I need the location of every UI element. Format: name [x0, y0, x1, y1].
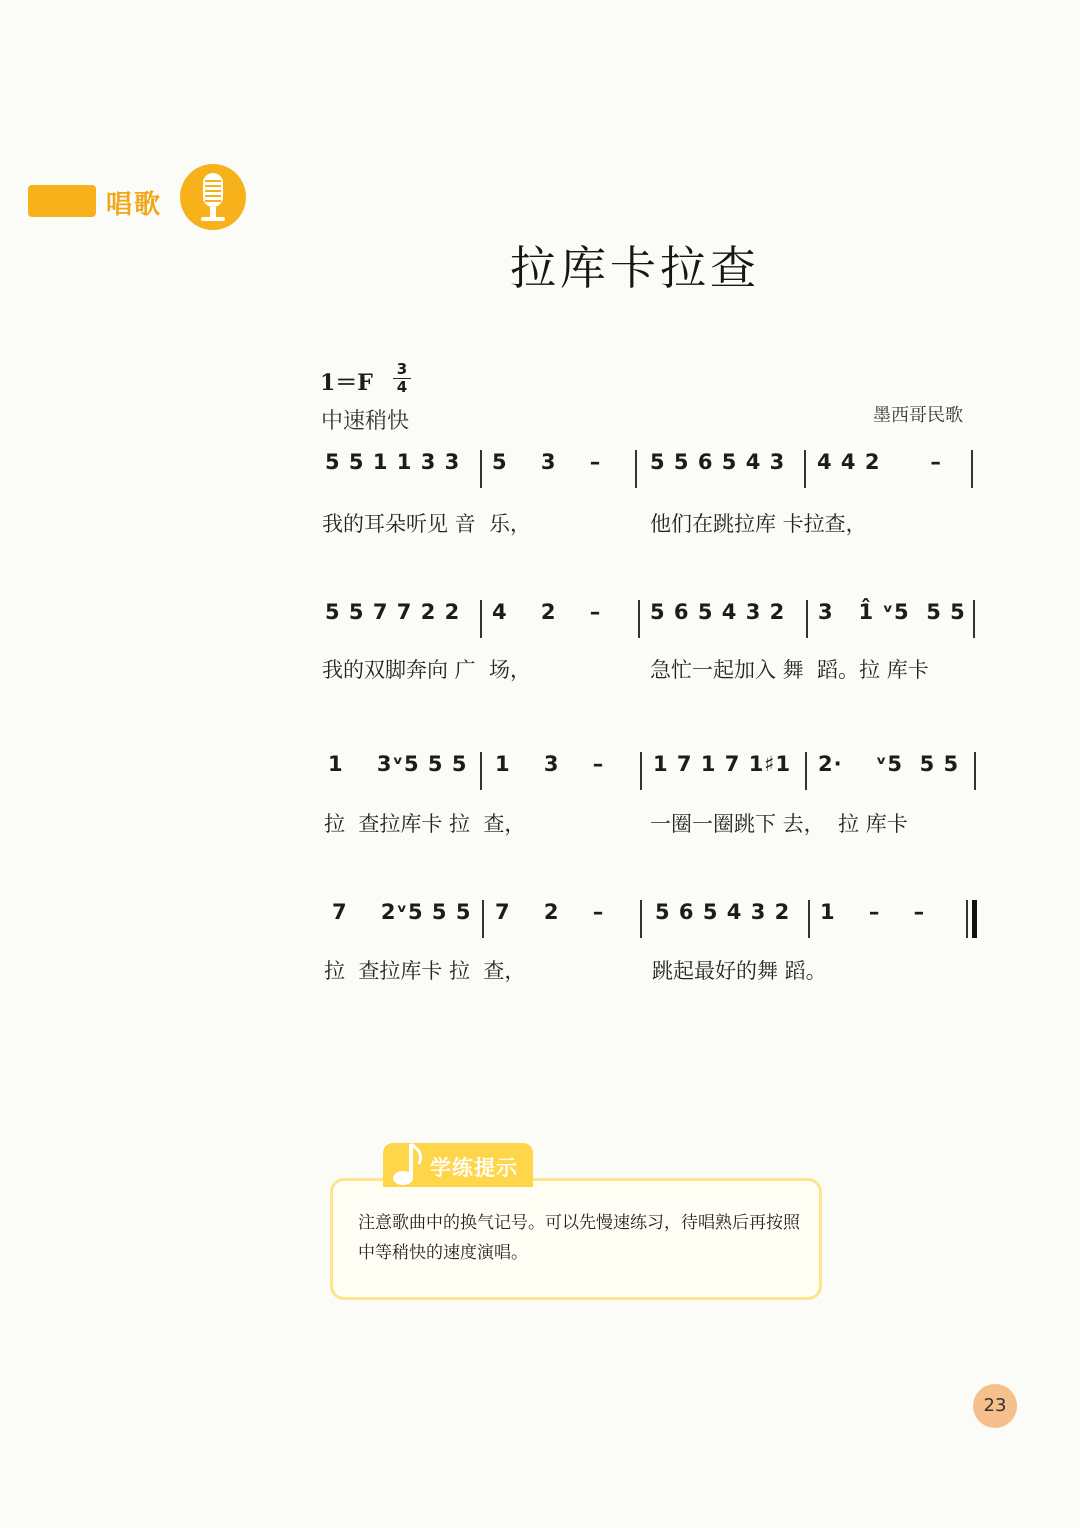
lyrics-line: 他们在跳拉库 卡拉查， [650, 512, 867, 536]
barline [808, 900, 810, 938]
barline [480, 752, 482, 790]
barline [635, 450, 637, 488]
barline [804, 450, 806, 488]
lyrics-line: 拉 查拉库卡 拉 查， [324, 959, 526, 983]
measure: 5 6 5 4 3 2 [655, 900, 791, 924]
section-title: 唱歌 [106, 190, 163, 220]
tips-title: 学练提示 [430, 1156, 518, 1180]
measure: 7 2ᵛ5 5 5 [332, 900, 472, 924]
lyrics-line: 急忙一起加入 舞 蹈。拉 库卡 [650, 658, 929, 682]
music-note-icon [389, 1140, 427, 1192]
microphone-icon [179, 163, 247, 231]
score-row-4 [320, 900, 980, 952]
barline [482, 900, 484, 938]
lyrics-line: 我的双脚奔向 广 场， [322, 658, 532, 682]
barline [973, 600, 975, 638]
score-row-1 [320, 450, 980, 502]
lyrics-line: 一圈一圈跳下 去， 拉 库卡 [650, 812, 908, 836]
lyrics-line: 拉 查拉库卡 拉 查， [324, 812, 526, 836]
meter-bottom: 4 [396, 378, 408, 396]
barline [640, 900, 642, 938]
barline [974, 752, 976, 790]
measure: 1 – – [820, 900, 926, 924]
measure: 1 3ᵛ5 5 5 [328, 752, 468, 776]
lyrics-line: 我的耳朵听见 音 乐， [322, 512, 532, 536]
measure: 1 7 1 7 1♯1 [653, 752, 792, 776]
barline [638, 600, 640, 638]
measure: 3 1̂ ᵛ5 5 5 [818, 600, 966, 624]
barline [640, 752, 642, 790]
measure: 5 3 – [492, 450, 602, 474]
time-signature [391, 362, 413, 395]
key-signature: 1＝F [320, 370, 373, 396]
measure: 5 5 6 5 4 3 [650, 450, 786, 474]
score-row-3 [320, 752, 980, 804]
barline [480, 450, 482, 488]
measure: 5 6 5 4 3 2 [650, 600, 786, 624]
lyrics-line: 跳起最好的舞 蹈。 [652, 959, 827, 983]
song-title: 拉库卡拉查 [510, 241, 760, 295]
tips-text: 注意歌曲中的换气记号。可以先慢速练习，待唱熟后再按照中等稍快的速度演唱。 [358, 1213, 800, 1263]
barline [480, 600, 482, 638]
composer-credit: 墨西哥民歌 [873, 405, 963, 426]
tempo-marking: 中速稍快 [321, 409, 410, 434]
measure: 5 5 7 7 2 2 [325, 600, 461, 624]
meter-top: 3 [396, 360, 408, 378]
measure: 4 2 – [492, 600, 602, 624]
final-barline-thick [972, 900, 977, 938]
measure: 2· ᵛ5 5 5 [818, 752, 960, 776]
measure: 5 5 1 1 3 3 [325, 450, 461, 474]
barline [971, 450, 973, 488]
score-row-2 [320, 600, 980, 652]
section-accent-bar [28, 185, 96, 217]
measure: 4 4 2 – [817, 450, 942, 474]
barline [806, 600, 808, 638]
measure: 7 2 – [495, 900, 605, 924]
page-number: 23 [973, 1384, 1017, 1428]
measure: 1 3 – [495, 752, 605, 776]
barline [805, 752, 807, 790]
final-barline [966, 900, 968, 938]
